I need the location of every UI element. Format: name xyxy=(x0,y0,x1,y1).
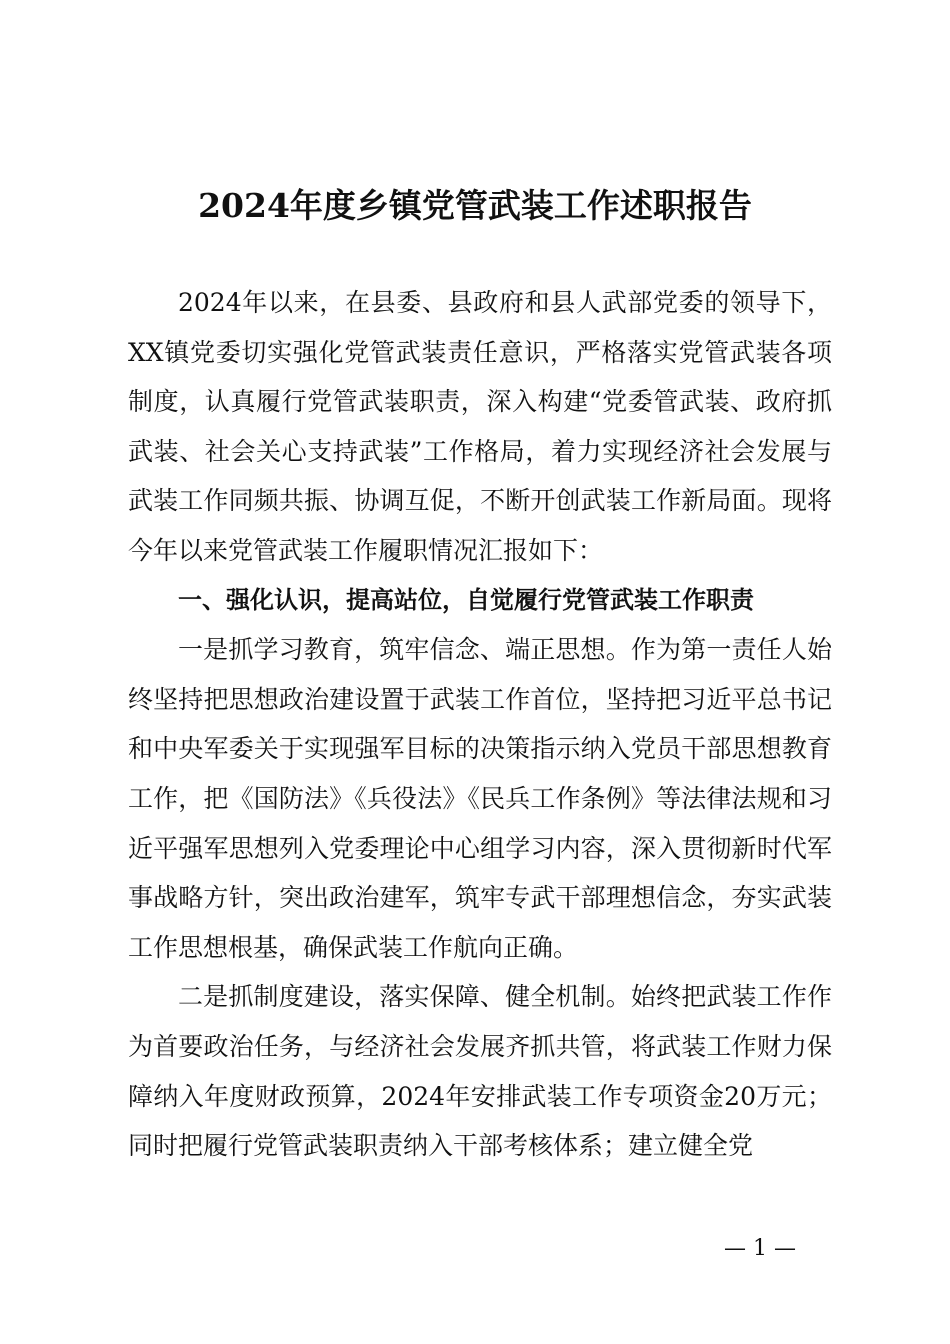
document-title: 2024年度乡镇党管武装工作述职报告 xyxy=(198,186,752,225)
intro-paragraph: 2024年以来，在县委、县政府和县人武部党委的领导下，XX镇党委切实强化党管武装责任意识，严格落实党管武装各项制度，认真履行党管武装职责，深入构建“党委管武装、政府抓武装、社会关心支持武装”工作格局，着力实现经济社会发展与武装工作同频共振、协调互促，不断开创武装工作新局面。现将今年以来党管武装工作履职情况汇报如下： xyxy=(128,288,832,565)
page-number: — 1 — xyxy=(724,1236,796,1261)
section-heading-1: 一、强化认识，提高站位，自觉履行党管武装工作职责 xyxy=(178,585,754,614)
section-1-paragraph-2: 二是抓制度建设，落实保障、健全机制。始终把武装工作作为首要政治任务，与经济社会发展齐抓共管，将武装工作财力保障纳入年度财政预算，2024年安排武装工作专项资金20万元；同时把履行党管武装职责纳入干部考核体系；建立健全党 xyxy=(128,982,832,1161)
section-1-paragraph-1: 一是抓学习教育，筑牢信念、端正思想。作为第一责任人始终坚持把思想政治建设置于武装工作首位，坚持把习近平总书记和中央军委关于实现强军目标的决策指示纳入党员干部思想教育工作，把《国防法》《兵役法》《民兵工作条例》等法律法规和习近平强军思想列入党委理论中心组学习内容，深入贯彻新时代军事战略方针，突出政治建军，筑牢专武干部理想信念，夯实武装工作思想根基，确保武装工作航向正确。 xyxy=(128,635,832,962)
document-body xyxy=(128,278,832,1171)
